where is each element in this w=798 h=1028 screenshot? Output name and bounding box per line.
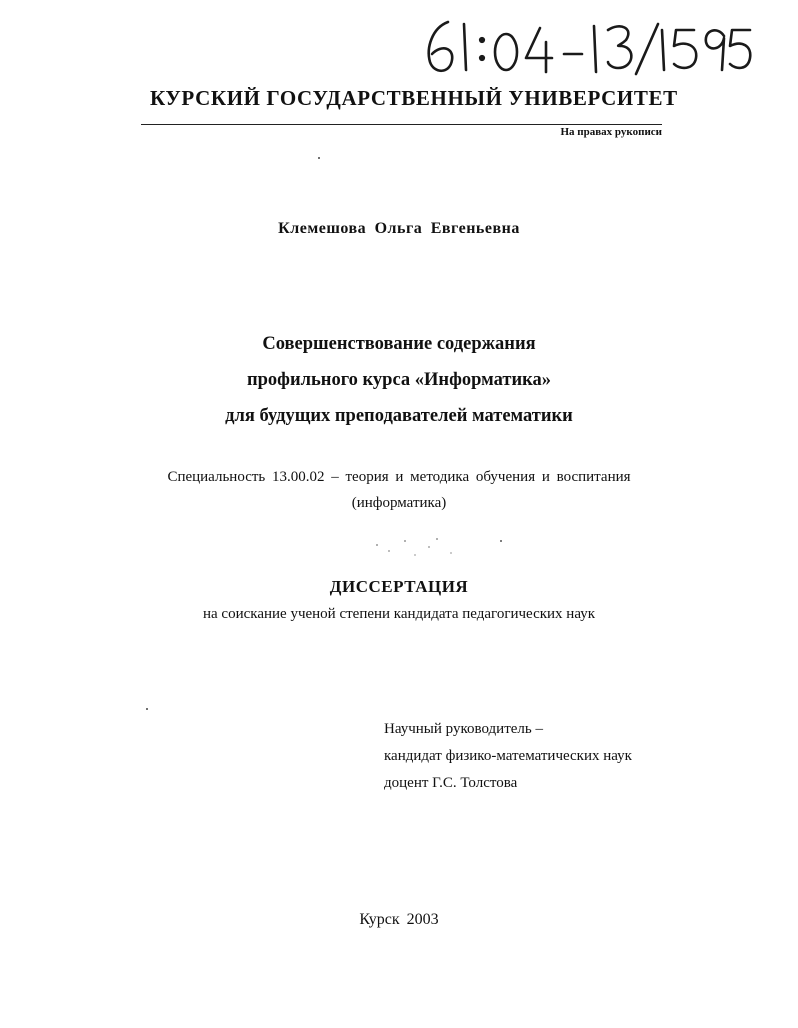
dissertation-title bbox=[0, 326, 798, 434]
specialty bbox=[0, 464, 798, 516]
title-line: Совершенствование содержания bbox=[262, 334, 536, 354]
advisor-line: Научный руководитель – bbox=[384, 721, 543, 737]
specialty-line: (информатика) bbox=[351, 495, 447, 511]
handwritten-catalog-code bbox=[422, 14, 752, 78]
advisor-line: доцент Г.С. Толстова bbox=[384, 775, 518, 791]
scientific-advisor bbox=[384, 716, 632, 797]
advisor-line: кандидат физико-математических наук bbox=[384, 748, 632, 764]
city-and-year: Курск 2003 bbox=[359, 911, 439, 928]
title-line: профильного курса «Информатика» bbox=[246, 370, 552, 390]
university-name: КУРСКИЙ ГОСУДАРСТВЕННЫЙ УНИВЕРСИТЕТ bbox=[150, 86, 678, 110]
document-type: ДИССЕРТАЦИЯ bbox=[329, 577, 469, 596]
title-line: для будущих преподавателей математики bbox=[225, 406, 573, 426]
degree-description: на соискание ученой степени кандидата педагогических наук bbox=[202, 606, 596, 622]
specialty-line: Специальность 13.00.02 – теория и методика обучения и воспитания bbox=[167, 469, 631, 485]
manuscript-rights-note: На правах рукописи bbox=[560, 126, 662, 138]
scan-speckles bbox=[366, 530, 506, 570]
author-name: Клемешова Ольга Евгеньевна bbox=[278, 220, 520, 237]
header-rule bbox=[141, 124, 662, 125]
scan-speck bbox=[318, 157, 320, 159]
scan-speck bbox=[146, 708, 148, 710]
